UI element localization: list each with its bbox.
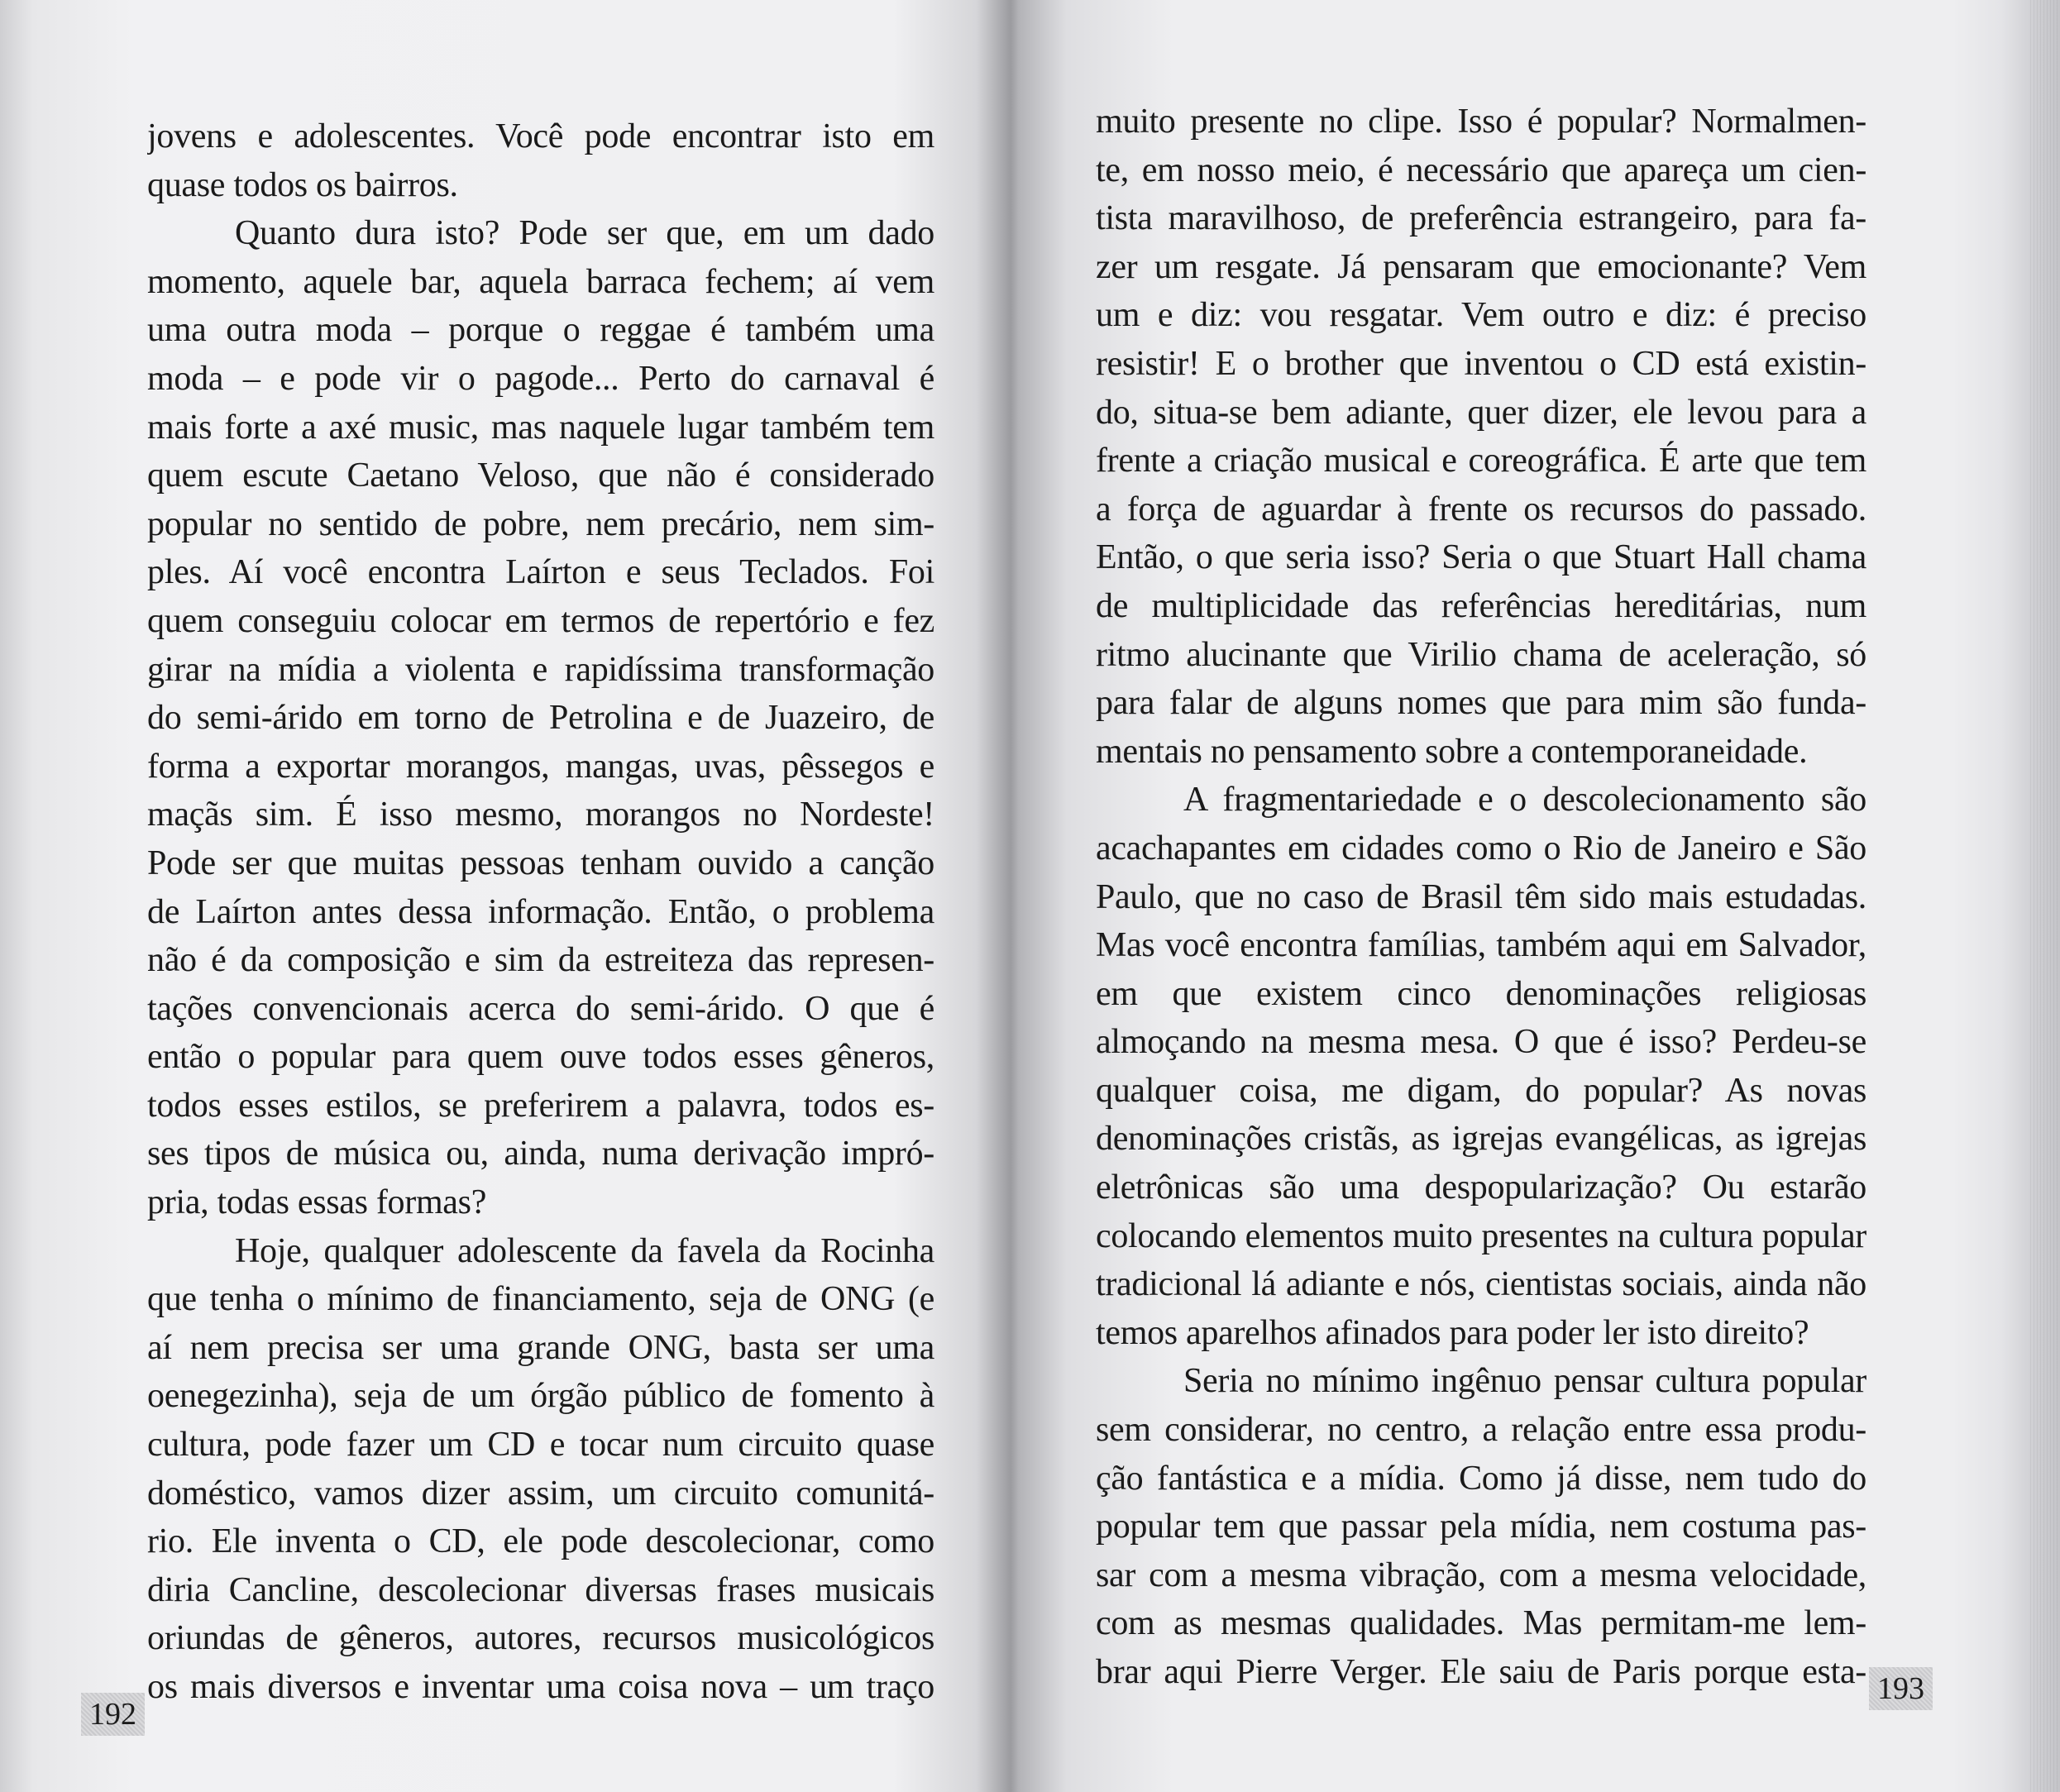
text-line: mentais no pensamento sobre a contemporaneidade. xyxy=(1096,732,1808,771)
text-line: do, situa-se bem adiante, quer dizer, ele levou para a xyxy=(1096,393,1866,432)
text-line: moda – e pode vir o pagode... Perto do carnaval é xyxy=(147,359,934,398)
text-line: diria Cancline, descolecionar diversas frases musicais xyxy=(147,1570,934,1609)
text-line: quase todos os bairros. xyxy=(147,165,458,204)
page-edge-texture xyxy=(2030,0,2060,1792)
text-line: mais forte a axé music, mas naquele lugar também tem xyxy=(147,408,934,447)
text-line: ritmo alucinante que Virilio chama de aceleração, só xyxy=(1096,635,1866,674)
text-line: todos esses estilos, se preferirem a palavra, todos es- xyxy=(147,1086,934,1125)
text-line: quem conseguiu colocar em termos de repertório e fez xyxy=(147,601,934,640)
text-line: te, em nosso meio, é necessário que apareça um cien- xyxy=(1096,151,1866,189)
text-line: eletrônicas são uma despopularização? Ou estarão xyxy=(1096,1168,1866,1207)
page-number-right: 193 xyxy=(1869,1667,1933,1710)
text-line: muito presente no clipe. Isso é popular? Normalmen- xyxy=(1096,103,1866,141)
text-line: forma a exportar morangos, mangas, uvas, pêssegos e xyxy=(147,747,934,786)
text-line: resistir! E o brother que inventou o CD está existin- xyxy=(1096,344,1866,383)
page-number-left: 192 xyxy=(81,1693,145,1736)
text-line: girar na mídia a violenta e rapidíssima transformação xyxy=(147,650,934,689)
text-line: brar aqui Pierre Verger. Ele saiu de Paris porque esta- xyxy=(1096,1653,1866,1691)
text-line: quem escute Caetano Veloso, que não é considerado xyxy=(147,456,934,495)
text-line: doméstico, vamos dizer assim, um circuito comunitá- xyxy=(147,1474,934,1512)
text-line: pria, todas essas formas? xyxy=(147,1183,487,1222)
text-line: Então, o que seria isso? Seria o que Stuart Hall chama xyxy=(1096,538,1866,577)
text-line: jovens e adolescentes. Você pode encontrar isto em xyxy=(147,117,934,155)
text-line: Paulo, que no caso de Brasil têm sido mais estudadas. xyxy=(1096,877,1866,916)
text-line: almoçando na mesma mesa. O que é isso? Perdeu-se xyxy=(1096,1023,1866,1062)
text-line: não é da composição e sim da estreiteza das represen- xyxy=(147,941,934,980)
text-line: popular tem que passar pela mídia, nem costuma pas- xyxy=(1096,1508,1866,1546)
text-line: tista maravilhoso, de preferência estrangeiro, para fa- xyxy=(1096,199,1866,238)
text-line: tradicional lá adiante e nós, cientistas sociais, ainda não xyxy=(1096,1265,1866,1304)
text-line: rio. Ele inventa o CD, ele pode descolecionar, como xyxy=(147,1522,934,1561)
text-line: Seria no mínimo ingênuo pensar cultura popular xyxy=(1183,1362,1866,1401)
text-line: oriundas de gêneros, autores, recursos musicológicos xyxy=(147,1619,934,1658)
text-line: frente a criação musical e coreográfica. É arte que tem xyxy=(1096,442,1866,480)
text-line: de Laírton antes dessa informação. Então, o problema xyxy=(147,892,934,931)
text-line: os mais diversos e inventar uma coisa nova – um traço xyxy=(147,1668,934,1706)
text-line: aí nem precisa ser uma grande ONG, basta ser uma xyxy=(147,1328,934,1367)
text-line: Mas você encontra famílias, também aqui em Salvador, xyxy=(1096,926,1866,965)
text-line: a força de aguardar à frente os recursos do passado. xyxy=(1096,490,1866,528)
right-page-text xyxy=(1096,98,1866,1697)
text-line: em que existem cinco denominações religiosas xyxy=(1096,974,1866,1013)
right-page xyxy=(1011,0,2060,1792)
text-line: A fragmentariedade e o descolecionamento são xyxy=(1183,781,1866,820)
text-line: do semi-árido em torno de Petrolina e de Juazeiro, de xyxy=(147,699,934,738)
text-line: ses tipos de música ou, ainda, numa derivação impró- xyxy=(147,1135,934,1173)
text-line: uma outra moda – porque o reggae é também uma xyxy=(147,311,934,350)
text-line: momento, aquele bar, aquela barraca fechem; aí vem xyxy=(147,262,934,301)
text-line: ples. Aí você encontra Laírton e seus Teclados. Foi xyxy=(147,553,934,592)
text-line: oenegezinha), seja de um órgão público de fomento à xyxy=(147,1377,934,1416)
text-line: um e diz: vou resgatar. Vem outro e diz: é preciso xyxy=(1096,296,1866,335)
text-line: Quanto dura isto? Pode ser que, em um dado xyxy=(235,214,934,253)
text-line: zer um resgate. Já pensaram que emocionante? Vem xyxy=(1096,247,1866,286)
text-line: qualquer coisa, me digam, do popular? As novas xyxy=(1096,1071,1866,1110)
text-line: sem considerar, no centro, a relação entre essa produ- xyxy=(1096,1411,1866,1450)
text-line: popular no sentido de pobre, nem precário, nem sim- xyxy=(147,504,934,543)
text-line: de multiplicidade das referências hereditárias, num xyxy=(1096,586,1866,625)
text-line: tações convencionais acerca do semi-árido. O que é xyxy=(147,989,934,1028)
text-line: que tenha o mínimo de financiamento, seja de ONG (e xyxy=(147,1280,934,1319)
text-line: sar com a mesma vibração, com a mesma velocidade, xyxy=(1096,1555,1866,1594)
text-line: com as mesmas qualidades. Mas permitam-me lem- xyxy=(1096,1604,1866,1643)
text-line: Hoje, qualquer adolescente da favela da Rocinha xyxy=(235,1231,934,1270)
text-line: ção fantástica e a mídia. Como já disse, nem tudo do xyxy=(1096,1459,1866,1498)
text-line: acachapantes em cidades como o Rio de Janeiro e São xyxy=(1096,829,1866,867)
text-line: para falar de alguns nomes que para mim são funda- xyxy=(1096,684,1866,723)
text-line: então o popular para quem ouve todos esses gêneros, xyxy=(147,1038,934,1077)
text-line: Pode ser que muitas pessoas tenham ouvido a canção xyxy=(147,843,934,882)
text-line: maçãs sim. É isso mesmo, morangos no Nordeste! xyxy=(147,796,934,834)
text-line: denominações cristãs, as igrejas evangélicas, as igrejas xyxy=(1096,1120,1866,1159)
text-line: colocando elementos muito presentes na cultura popular xyxy=(1096,1216,1866,1255)
left-page xyxy=(0,0,1009,1792)
left-page-text xyxy=(147,112,934,1712)
text-line: temos aparelhos afinados para poder ler isto direito? xyxy=(1096,1313,1809,1352)
text-line: cultura, pode fazer um CD e tocar num circuito quase xyxy=(147,1426,934,1465)
